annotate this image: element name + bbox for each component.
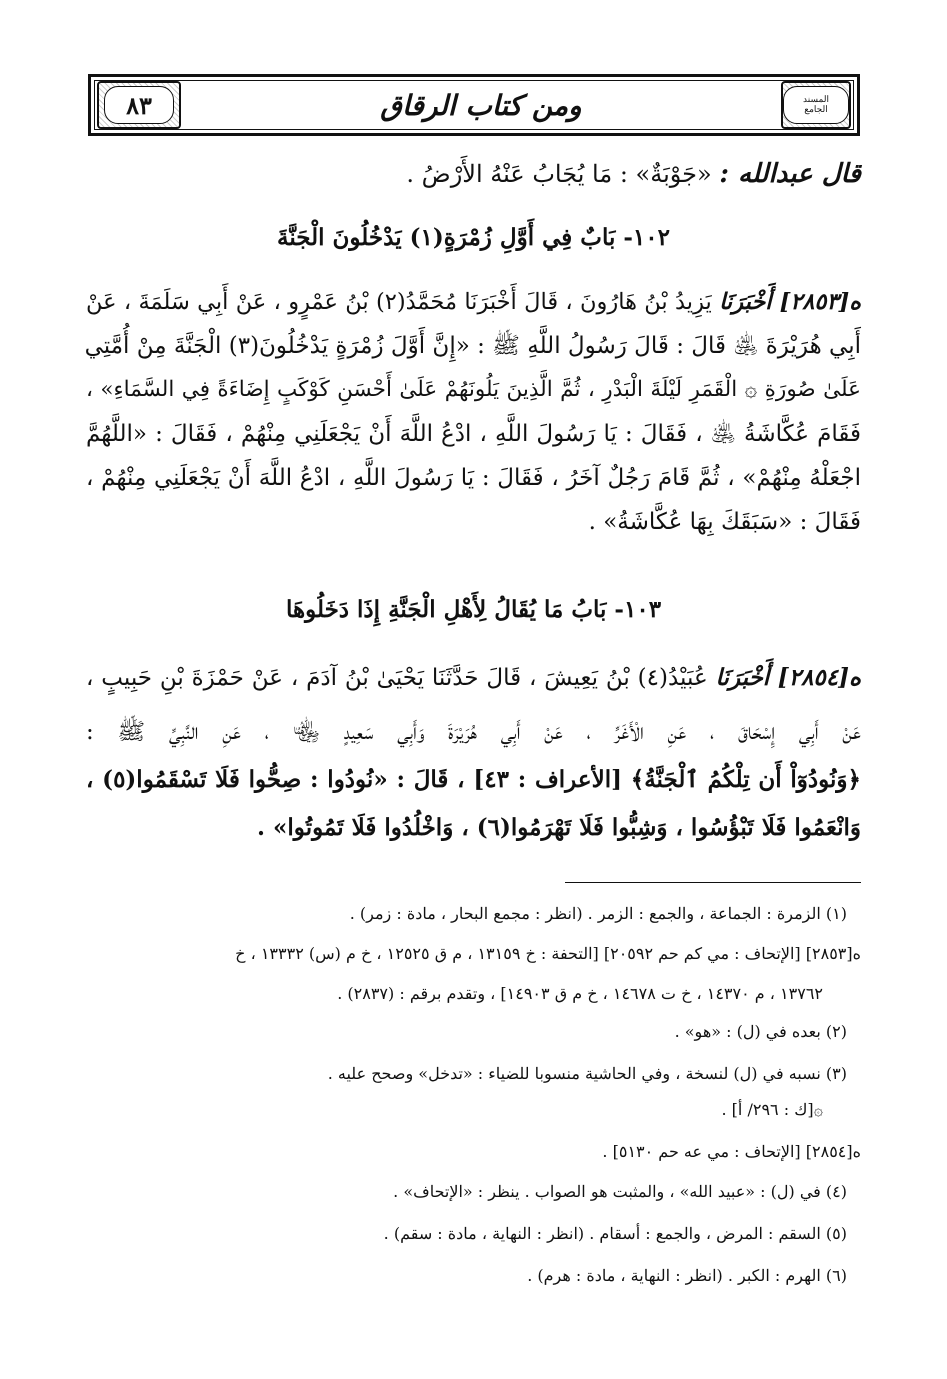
footnote-takhrij-2854: ه[٢٨٥٤] [الإتحاف : مي عه حم ٥١٣٠] .	[602, 1142, 861, 1161]
hadith-text: فَقَامَ عُكَّاشَةُ ﵁ ، فَقَالَ : يَا رَسُولَ اللَّهِ ، ادْعُ اللَّهَ أَنْ يَجْعَلَنِي مِنْهُمْ ، فَقَالَ : «اللَّهُمَّ	[86, 421, 861, 447]
hadith-2854-line-3	[86, 764, 861, 796]
footnote-manuscript-ref: ۞[ك : ٢٩٦/ أ] .	[721, 1100, 823, 1119]
footnote-4: (٤) في (ل) : «عبيد الله» ، والمثبت هو الصواب . ينظر : «الإتحاف» .	[393, 1182, 847, 1201]
footnote-3: (٣) نسبه في (ل) لنسخة ، وفي الحاشية منسوبا للضياء : «تدخل» وصحح عليه .	[327, 1064, 847, 1083]
chapter-heading-103: ١٠٣- بَابُ مَا يُقَالُ لِأَهْلِ الْجَنَّةِ إِذَا دَخَلُوهَا	[285, 596, 662, 623]
book-seal	[781, 81, 851, 129]
hadith-2854-line-1	[86, 662, 861, 694]
hadith-2853-line-5	[86, 462, 861, 494]
hadith-text: ﴿وَنُودُوٓاْ أَن تِلْكُمُ ٱلْجَنَّةُ﴾ [الأعراف : ٤٣] ، قَالَ : «نُودُوا : صِحُّوا فَلَا تَسْقَمُوا(٥) ،	[86, 766, 861, 793]
footnote-takhrij-2853-cont: ١٣٧٦٢ ، م ١٤٣٧٠ ، خ ت ١٤٦٧٨ ، خ م ق ١٤٩٠٣] ، وتقدم برقم : (٢٨٣٧) .	[337, 984, 823, 1003]
hadith-2854-line-4	[86, 812, 861, 844]
running-header	[88, 74, 860, 136]
hadith-2853-line-3	[86, 374, 861, 406]
hadith-2854-line-2	[86, 716, 861, 748]
page-number-box	[97, 81, 181, 129]
page-number: ٨٣	[126, 90, 152, 120]
hadith-text: عَلَىٰ صُورَةِ ۞ الْقَمَرِ لَيْلَةَ الْبَدْرِ ، ثُمَّ الَّذِينَ يَلُونَهُمْ عَلَىٰ أَحْسَنِ كَوْكَبٍ إِضَاءَةً فِي السَّمَاءِ» ،	[86, 377, 861, 402]
hadith-2853-line-4	[86, 418, 861, 450]
footnote-6: (٦) الهرم : الكبر . (انظر : النهاية ، مادة : هرم) .	[527, 1266, 847, 1285]
footnote-5: (٥) السقم : المرض ، والجمع : أسقام . (انظر : النهاية ، مادة : سقم) .	[383, 1224, 847, 1243]
hadith-text: وَانْعَمُوا فَلَا تَبْؤُسُوا ، وَشِبُّوا فَلَا تَهْرَمُوا(٦) ، وَاخْلُدُوا فَلَا تَمُوتُوا» .	[257, 814, 861, 841]
footnote-2: (٢) بعده في (ل) : «هو» .	[674, 1022, 847, 1041]
footnote-takhrij-2853: ه[٢٨٥٣] [الإتحاف : مي كم حم ٢٠٥٩٢] [التحفة : خ ١٣١٥٩ ، م ق ١٢٥٢٥ ، خ م (س) ١٣٣٣٢ ، خ	[235, 944, 861, 963]
hadith-2854-number: ه[٢٨٥٤] أَخْبَرَنَا	[715, 664, 862, 691]
seal-text: المسند الجامع	[803, 95, 829, 115]
footnote-separator	[565, 882, 861, 883]
intro-speaker: قال عبدالله :	[719, 159, 861, 189]
hadith-text: أَبِي هُرَيْرَةَ ﵁ قَالَ : قَالَ رَسُولُ اللَّهِ ﷺ : «إِنَّ أَوَّلَ زُمْرَةٍ يَدْخُلُونَ(٣) الْجَنَّةَ مِنْ أُمَّتِي	[84, 333, 861, 359]
book-section-title: ومن كتاب الرقاق	[380, 88, 582, 122]
intro-text: «جَوْبَةٌ» : مَا يُجَابُ عَنْهُ الأَرْضُ .	[406, 160, 712, 188]
hadith-2853-line-2	[86, 330, 861, 362]
hadith-text: اجْعَلْهُ مِنْهُمْ» ، ثُمَّ قَامَ رَجُلٌ آخَرُ ، فَقَالَ : يَا رَسُولَ اللَّهِ ، ادْعُ اللَّهَ أَنْ يَجْعَلَنِي مِنْهُمْ ،	[86, 465, 861, 491]
hadith-2853-line-1	[86, 286, 861, 318]
footnote-1: (١) الزمرة : الجماعة ، والجمع : الزمر . (انظر : مجمع البحار ، مادة : زمر) .	[349, 904, 847, 923]
hadith-text: يَزِيدُ بْنُ هَارُونَ ، قَالَ أَخْبَرَنَا مُحَمَّدُ(٢) بْنُ عَمْرٍو ، عَنْ أَبِي سَلَمَةَ ، عَنْ	[86, 289, 712, 315]
hadith-text: عَنْ أَبِي إِسْحَاقَ ، عَنِ الْأَغَرِّ ، عَنْ أَبِي هُرَيْرَةَ وَأَبِي سَعِيدٍ ﵄ ، عَنِ النَّبِيِّ ﷺ :	[86, 719, 861, 745]
chapter-heading-102: ١٠٢- بَابٌ فِي أَوَّلِ زُمْرَةٍ(١) يَدْخُلُونَ الْجَنَّةَ	[277, 224, 670, 251]
hadith-text: فَقَالَ : «سَبَقَكَ بِهَا عُكَّاشَةُ» .	[588, 509, 861, 535]
intro-line	[86, 158, 861, 190]
hadith-2853-number: ه[٢٨٥٣] أَخْبَرَنَا	[719, 289, 861, 315]
hadith-2853-line-6	[86, 506, 861, 538]
hadith-text: عُبَيْدُ(٤) بْنُ يَعِيشَ ، قَالَ حَدَّثَنَا يَحْيَىٰ بْنُ آدَمَ ، عَنْ حَمْزَةَ بْنِ حَبِيبٍ ،	[86, 665, 708, 691]
